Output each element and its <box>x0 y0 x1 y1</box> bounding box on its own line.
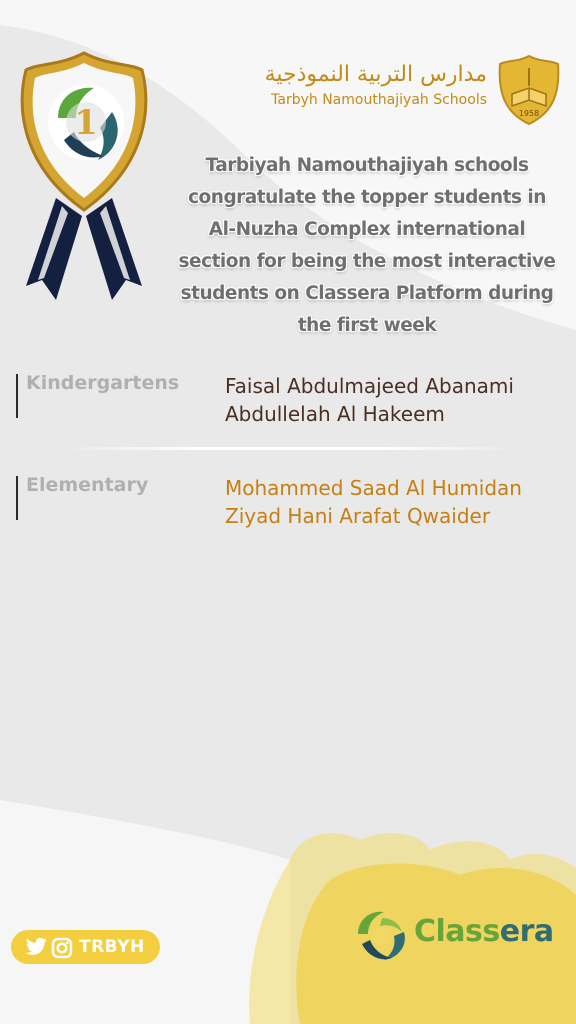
student-name: Abdullelah Al Hakeem <box>225 402 445 426</box>
section-divider <box>60 447 520 450</box>
student-names <box>225 474 522 530</box>
seal-year: 1958 <box>518 109 540 118</box>
classera-wordmark-part1: Class <box>414 914 500 949</box>
classera-wordmark-part2: era <box>499 914 554 949</box>
school-seal-icon <box>498 54 560 126</box>
classera-logo-icon <box>352 906 410 964</box>
headline-line: Tarbiyah Namouthajiyah schools <box>205 155 529 176</box>
social-handle: TRBYH <box>79 937 145 957</box>
section-label: Kindergartens <box>26 372 180 394</box>
congratulation-headline <box>168 150 566 342</box>
headline-line: Al-Nuzha Complex international <box>208 219 526 240</box>
medal-number: 1 <box>74 103 98 143</box>
classera-wordmark <box>414 914 554 949</box>
headline-line: section for being the most interactive <box>178 251 556 272</box>
school-name-english: Tarbyh Namouthajiyah Schools <box>271 92 487 108</box>
twitter-icon <box>26 938 48 956</box>
section-marker <box>16 476 18 520</box>
section-marker <box>16 374 18 418</box>
section-label: Elementary <box>26 474 149 496</box>
student-name: Ziyad Hani Arafat Qwaider <box>225 504 491 528</box>
student-names <box>225 372 514 428</box>
student-name: Faisal Abdulmajeed Abanami <box>225 374 514 398</box>
school-name-arabic: مدارس التربية النموذجية <box>264 62 487 87</box>
instagram-icon <box>51 937 73 959</box>
headline-line: students on Classera Platform during <box>180 283 554 304</box>
headline-line: congratulate the topper students in <box>188 187 546 208</box>
student-name: Mohammed Saad Al Humidan <box>225 476 522 500</box>
medal-ribbon-icon <box>14 48 154 303</box>
headline-line: the first week <box>297 315 437 336</box>
